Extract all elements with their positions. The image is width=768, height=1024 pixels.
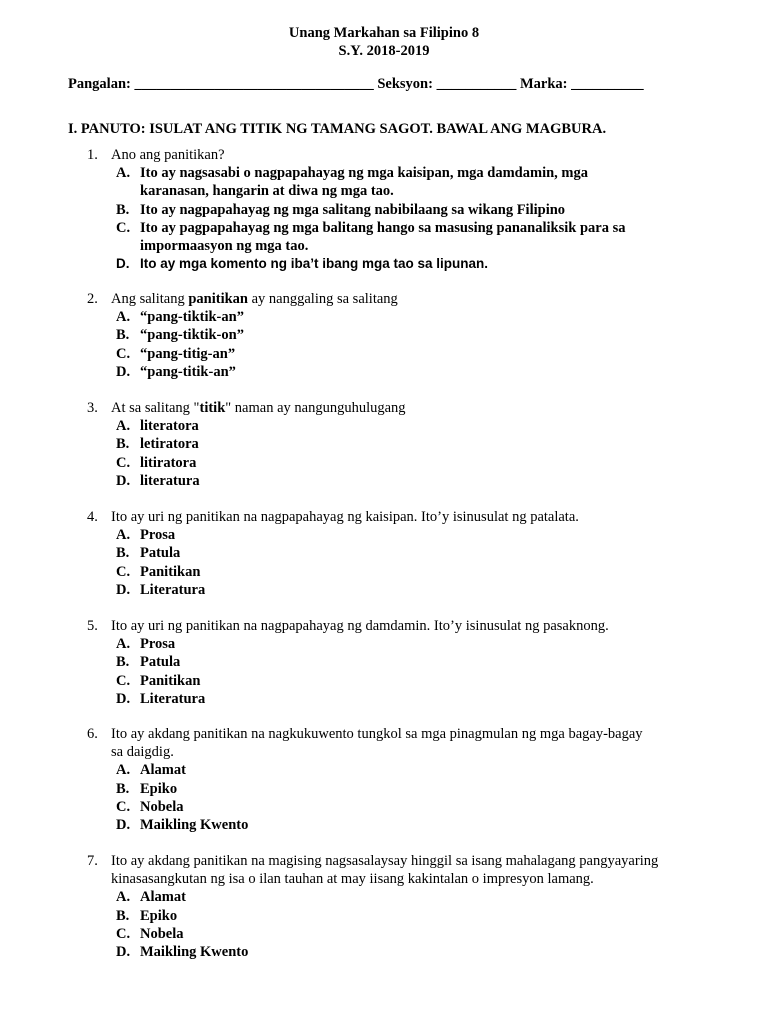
question-number: 1. xyxy=(87,147,98,163)
option-text: litiratora xyxy=(140,454,197,471)
option-text: “pang-titig-an” xyxy=(140,345,236,362)
option-letter: C. xyxy=(116,672,131,689)
option-text: Maikling Kwento xyxy=(140,944,249,961)
option-letter: B. xyxy=(116,436,130,453)
option-letter: C. xyxy=(116,454,131,471)
option-letter: B. xyxy=(116,201,130,218)
question-text: Ito ay uri ng panitikan na nagpapahayag ng damdamin. Ito’y isinusulat ng pasaknong. xyxy=(111,618,609,634)
option-text: Patula xyxy=(140,545,181,562)
question-3 xyxy=(87,399,687,490)
option-d[interactable] xyxy=(116,581,687,599)
question-text: At sa salitang "titik" naman ay nangunguhulugang xyxy=(111,400,406,416)
option-text: Epiko xyxy=(140,780,178,797)
option-text: Prosa xyxy=(140,636,176,653)
question-number: 2. xyxy=(87,291,98,307)
option-text: Ito ay mga komento ng iba’t ibang mga tao sa lipunan. xyxy=(140,256,489,272)
option-text: “pang-tiktik-an” xyxy=(140,309,244,326)
option-text: Nobela xyxy=(140,798,184,815)
question-text: Ito ay uri ng panitikan na nagpapahayag ng kaisipan. Ito’y isinusulat ng patalata. xyxy=(111,509,579,525)
option-letter: C. xyxy=(116,798,131,815)
option-text: Panitikan xyxy=(140,563,201,580)
option-a[interactable] xyxy=(116,308,687,326)
option-b[interactable] xyxy=(116,326,687,344)
student-info-line: Pangalan: _________________________________ Seksyon: ___________ Marka: __________ xyxy=(68,76,644,92)
option-c[interactable] xyxy=(116,563,687,581)
option-text: “pang-titik-an” xyxy=(140,363,236,380)
option-c[interactable] xyxy=(116,798,687,816)
option-c[interactable] xyxy=(116,454,687,472)
option-text: Prosa xyxy=(140,527,176,544)
question-number: 7. xyxy=(87,853,98,869)
option-b[interactable] xyxy=(116,653,687,671)
option-letter: B. xyxy=(116,545,130,562)
option-a[interactable] xyxy=(116,417,687,435)
option-letter: C. xyxy=(116,925,131,942)
option-d[interactable] xyxy=(116,255,646,273)
option-a[interactable] xyxy=(116,635,687,653)
option-b[interactable] xyxy=(116,780,687,798)
option-d[interactable] xyxy=(116,816,687,834)
option-letter: D. xyxy=(116,472,131,489)
option-text: Ito ay pagpapahayag ng mga balitang hango sa masusing pananaliksik para sa impormaasyon ng mga tao. xyxy=(140,219,626,255)
option-letter: D. xyxy=(116,817,131,834)
option-b[interactable] xyxy=(116,544,687,562)
option-d[interactable] xyxy=(116,943,687,961)
question-keyword: titik xyxy=(199,400,226,416)
option-letter: A. xyxy=(116,762,131,779)
question-7 xyxy=(87,852,687,961)
option-d[interactable] xyxy=(116,690,687,708)
question-4 xyxy=(87,508,687,599)
option-letter: D. xyxy=(116,363,131,380)
option-text: Alamat xyxy=(140,889,186,906)
question-number: 5. xyxy=(87,618,98,634)
option-text: literatora xyxy=(140,418,199,435)
option-letter: D. xyxy=(116,690,131,707)
option-c[interactable] xyxy=(116,925,687,943)
option-text: literatura xyxy=(140,472,200,489)
exam-title: Unang Markahan sa Filipino 8 xyxy=(288,25,480,41)
option-d[interactable] xyxy=(116,472,687,490)
question-1 xyxy=(87,146,687,273)
school-year: S.Y. 2018-2019 xyxy=(338,43,430,59)
question-number: 3. xyxy=(87,400,98,416)
option-letter: A. xyxy=(116,889,131,906)
instructions-heading: I. PANUTO: ISULAT ANG TITIK NG TAMANG SAGOT. BAWAL ANG MAGBURA. xyxy=(68,121,607,137)
option-letter: D. xyxy=(116,944,131,961)
question-text: Ano ang panitikan? xyxy=(111,147,225,163)
option-letter: A. xyxy=(116,309,131,326)
option-letter: C. xyxy=(116,345,131,362)
option-text: Ito ay nagpapahayag ng mga salitang nabibilaang sa wikang Filipino xyxy=(140,201,566,218)
option-letter: A. xyxy=(116,636,131,653)
option-a[interactable] xyxy=(116,164,646,200)
question-5 xyxy=(87,617,687,708)
option-text: Alamat xyxy=(140,762,186,779)
option-letter: C. xyxy=(116,563,131,580)
option-letter: D. xyxy=(116,581,131,598)
option-b[interactable] xyxy=(116,435,687,453)
option-text: Ito ay nagsasabi o nagpapahayag ng mga kaisipan, mga damdamin, mga karanasan, hangarin at diwa ng mga tao. xyxy=(140,165,588,200)
option-c[interactable] xyxy=(116,345,687,363)
question-2 xyxy=(87,290,687,381)
option-letter: B. xyxy=(116,327,130,344)
option-text: Maikling Kwento xyxy=(140,817,249,834)
option-letter: C. xyxy=(116,219,131,236)
option-text: “pang-tiktik-on” xyxy=(140,327,244,344)
option-text: Nobela xyxy=(140,925,184,942)
option-c[interactable] xyxy=(116,672,687,690)
question-6 xyxy=(87,725,687,834)
question-text: Ang salitang panitikan ay nanggaling sa salitang xyxy=(111,291,398,307)
option-text: Patula xyxy=(140,654,181,671)
option-b[interactable] xyxy=(116,907,687,925)
option-d[interactable] xyxy=(116,363,687,381)
option-text: Epiko xyxy=(140,907,178,924)
option-b[interactable] xyxy=(116,201,646,219)
option-letter: A. xyxy=(116,418,131,435)
option-letter: A. xyxy=(116,165,131,182)
option-letter: B. xyxy=(116,780,130,797)
option-text: letiratora xyxy=(140,436,199,453)
option-text: Literatura xyxy=(140,690,206,707)
option-letter: D. xyxy=(116,256,130,272)
question-keyword: panitikan xyxy=(188,291,248,307)
option-letter: B. xyxy=(116,907,130,924)
question-text: Ito ay akdang panitikan na nagkukuwento tungkol sa mga pinagmulan ng mga bagay-bagay sa daigdig. xyxy=(111,726,643,761)
option-text: Panitikan xyxy=(140,672,201,689)
option-a[interactable] xyxy=(116,761,687,779)
option-c[interactable] xyxy=(116,219,646,255)
option-a[interactable] xyxy=(116,888,687,906)
option-letter: A. xyxy=(116,527,131,544)
question-number: 4. xyxy=(87,509,98,525)
option-a[interactable] xyxy=(116,526,687,544)
question-number: 6. xyxy=(87,726,98,742)
question-text: Ito ay akdang panitikan na magising nagsasalaysay hinggil sa isang mahalagang pangyayaring kinasasangkutan ng isa o ilan tauhan at may iisang kakintalan o impresyon lamang. xyxy=(111,853,659,888)
option-text: Literatura xyxy=(140,581,206,598)
option-letter: B. xyxy=(116,654,130,671)
